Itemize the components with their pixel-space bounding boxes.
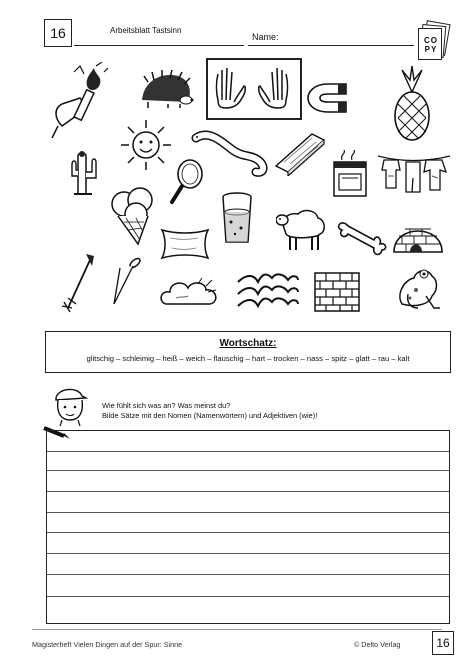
pineapple-icon bbox=[392, 66, 432, 142]
name-label: Name: bbox=[252, 32, 279, 42]
pillow-icon bbox=[158, 224, 212, 262]
page-number-top: 16 bbox=[44, 19, 72, 47]
footer-publisher: © Delto Verlag bbox=[354, 640, 401, 649]
magnet-icon bbox=[306, 80, 348, 114]
worksheet-title: Arbeitsblatt Tastsinn bbox=[110, 26, 182, 35]
vocabulary-title: Wortschatz: bbox=[219, 338, 277, 349]
writing-area[interactable] bbox=[46, 430, 450, 624]
frog-icon bbox=[394, 264, 442, 312]
writing-line bbox=[47, 470, 449, 471]
writing-line bbox=[47, 491, 449, 492]
task-question: Wie fühlt sich was an? Was meinst du? bbox=[102, 401, 231, 410]
hand-mirror-icon bbox=[168, 158, 204, 204]
torch-hand-icon bbox=[50, 62, 110, 138]
hands-icon bbox=[212, 64, 292, 110]
vocabulary-box bbox=[45, 331, 451, 373]
igloo-icon bbox=[392, 218, 444, 254]
name-line bbox=[248, 45, 414, 46]
wooden-board-icon bbox=[272, 130, 328, 176]
sheep-icon bbox=[276, 206, 330, 252]
title-underline bbox=[74, 45, 244, 46]
footer-divider bbox=[32, 629, 442, 630]
page-number-bottom: 16 bbox=[432, 631, 454, 655]
water-glass-icon bbox=[219, 192, 255, 246]
footer-series-title: Magisterheft Vielen Dingen auf der Spur: Sinne bbox=[32, 640, 183, 649]
writing-line bbox=[47, 553, 449, 554]
hedgehog-icon bbox=[138, 70, 194, 110]
vocabulary-words: glitschig – schleimig – heiß – weich – flauschig – hart – trocken – nass – spitz – glatt – rau – kalt bbox=[86, 354, 410, 363]
task-instruction: Bilde Sätze mit den Nomen (Namenwörtern) und Adjektiven (wie)! bbox=[102, 411, 318, 420]
ice-cream-icon bbox=[108, 186, 158, 246]
writing-line bbox=[47, 532, 449, 533]
sun-icon bbox=[118, 118, 174, 172]
waves-icon bbox=[236, 270, 300, 312]
stove-icon bbox=[330, 150, 370, 198]
cloud-icon bbox=[158, 276, 220, 310]
bone-icon bbox=[336, 218, 388, 258]
brick-wall-icon bbox=[314, 272, 360, 312]
cactus-icon bbox=[66, 150, 100, 196]
copy-badge-text: CO PY bbox=[424, 36, 438, 54]
writing-line bbox=[47, 512, 449, 513]
nail-icon bbox=[108, 256, 142, 308]
arrow-icon bbox=[58, 252, 98, 314]
writing-line bbox=[47, 596, 449, 597]
laundry-icon bbox=[376, 148, 452, 198]
writing-line bbox=[47, 451, 449, 452]
writing-line bbox=[47, 574, 449, 575]
